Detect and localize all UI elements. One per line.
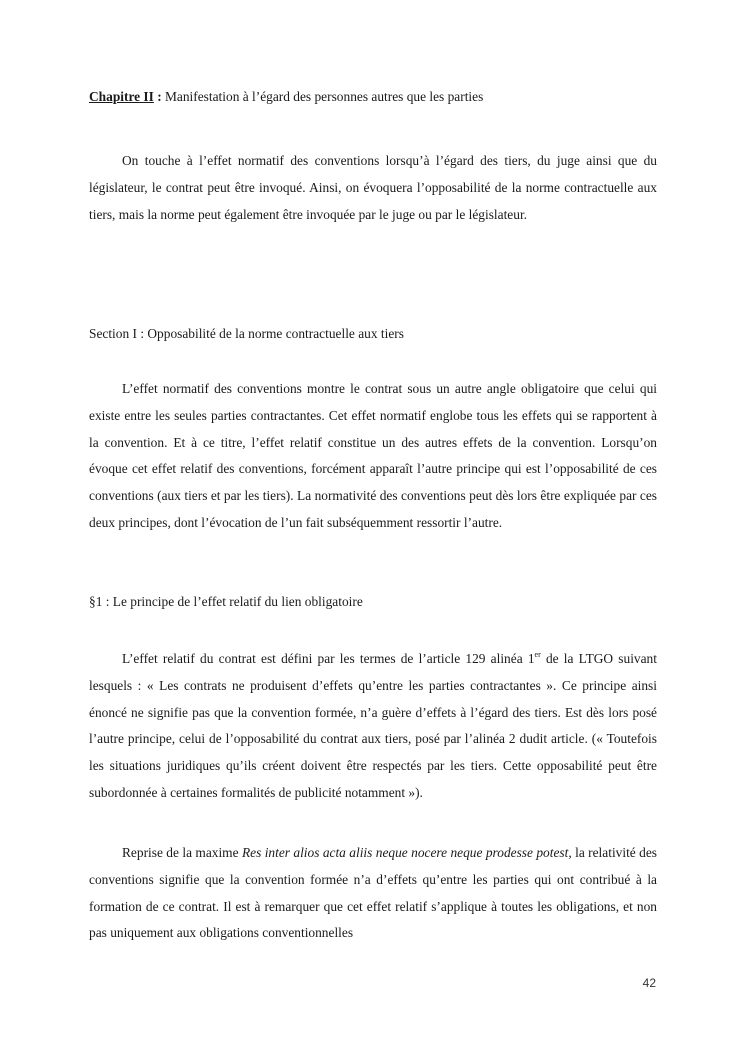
article-text-start: L’effet relatif du contrat est défini par les termes de l’article 129 alinéa 1 bbox=[122, 651, 535, 666]
chapter-title: Manifestation à l’égard des personnes autres que les parties bbox=[165, 89, 484, 104]
section-paragraph: L’effet normatif des conventions montre le contrat sous un autre angle obligatoire que celui qui existe entre les seules parties contractantes. Cet effet normatif englobe tous les effets qui se rapportent à la convention. Et à ce titre, l’effet relatif constitue un des autres effets de la convention. Lorsqu’on évoque cet effet relatif des conventions, forcément apparaît l’autre principe qui est l’opposabilité de ces conventions (aux tiers et par les tiers). La normativité des conventions peut dès lors être expliquée par ces deux principes, dont l’évocation de l’un fait subséquemment ressortir l’autre. bbox=[89, 381, 657, 530]
maxim-text-end: , la relativité des conventions signifie que la convention formée n’a d’effets qu’entre les parties qui ont contribué à la formation de ce contrat. Il est à remarquer que cet effet relatif s’applique à toutes les obligations, et non pas uniquement aux obligations conventionnelles bbox=[89, 845, 657, 941]
chapter-heading bbox=[89, 88, 659, 106]
chapter-label: Chapitre II bbox=[89, 89, 154, 104]
maxim-text-start: Reprise de la maxime bbox=[122, 845, 242, 860]
page-number: 42 bbox=[642, 976, 656, 990]
subsection-heading: §1 : Le principe de l’effet relatif du lien obligatoire bbox=[89, 594, 363, 609]
maxim-latin-phrase: Res inter alios acta aliis neque nocere neque prodesse potest bbox=[241, 845, 569, 860]
chapter-separator: : bbox=[153, 89, 166, 104]
article-superscript: er bbox=[534, 650, 541, 659]
article-text-end: de la LTGO suivant lesquels : « Les contrats ne produisent d’effets qu’entre les parties contractantes ». Ce principe ainsi énoncé ne signifie pas que la convention formée, n’a guère d’effets à l’égard des tiers. Est dès lors posé l’autre principe, celui de l’opposabilité du contrat aux tiers, posé par l’alinéa 2 dudit article. (« Toutefois les situations juridiques qu’ils créent doivent être respectés par les tiers. Cette opposabilité peut être subordonnée à certaines formalités de publicité notamment »). bbox=[89, 651, 657, 800]
section-heading: Section I : Opposabilité de la norme contractuelle aux tiers bbox=[89, 326, 404, 341]
intro-paragraph: On touche à l’effet normatif des conventions lorsqu’à l’égard des tiers, du juge ainsi que du législateur, le contrat peut être invoqué. Ainsi, on évoquera l’opposabilité de la norme contractuelle aux tiers, mais la norme peut également être invoquée par le juge ou par le législateur. bbox=[89, 153, 657, 222]
maxim-paragraph bbox=[89, 840, 657, 947]
article-paragraph bbox=[89, 646, 657, 807]
